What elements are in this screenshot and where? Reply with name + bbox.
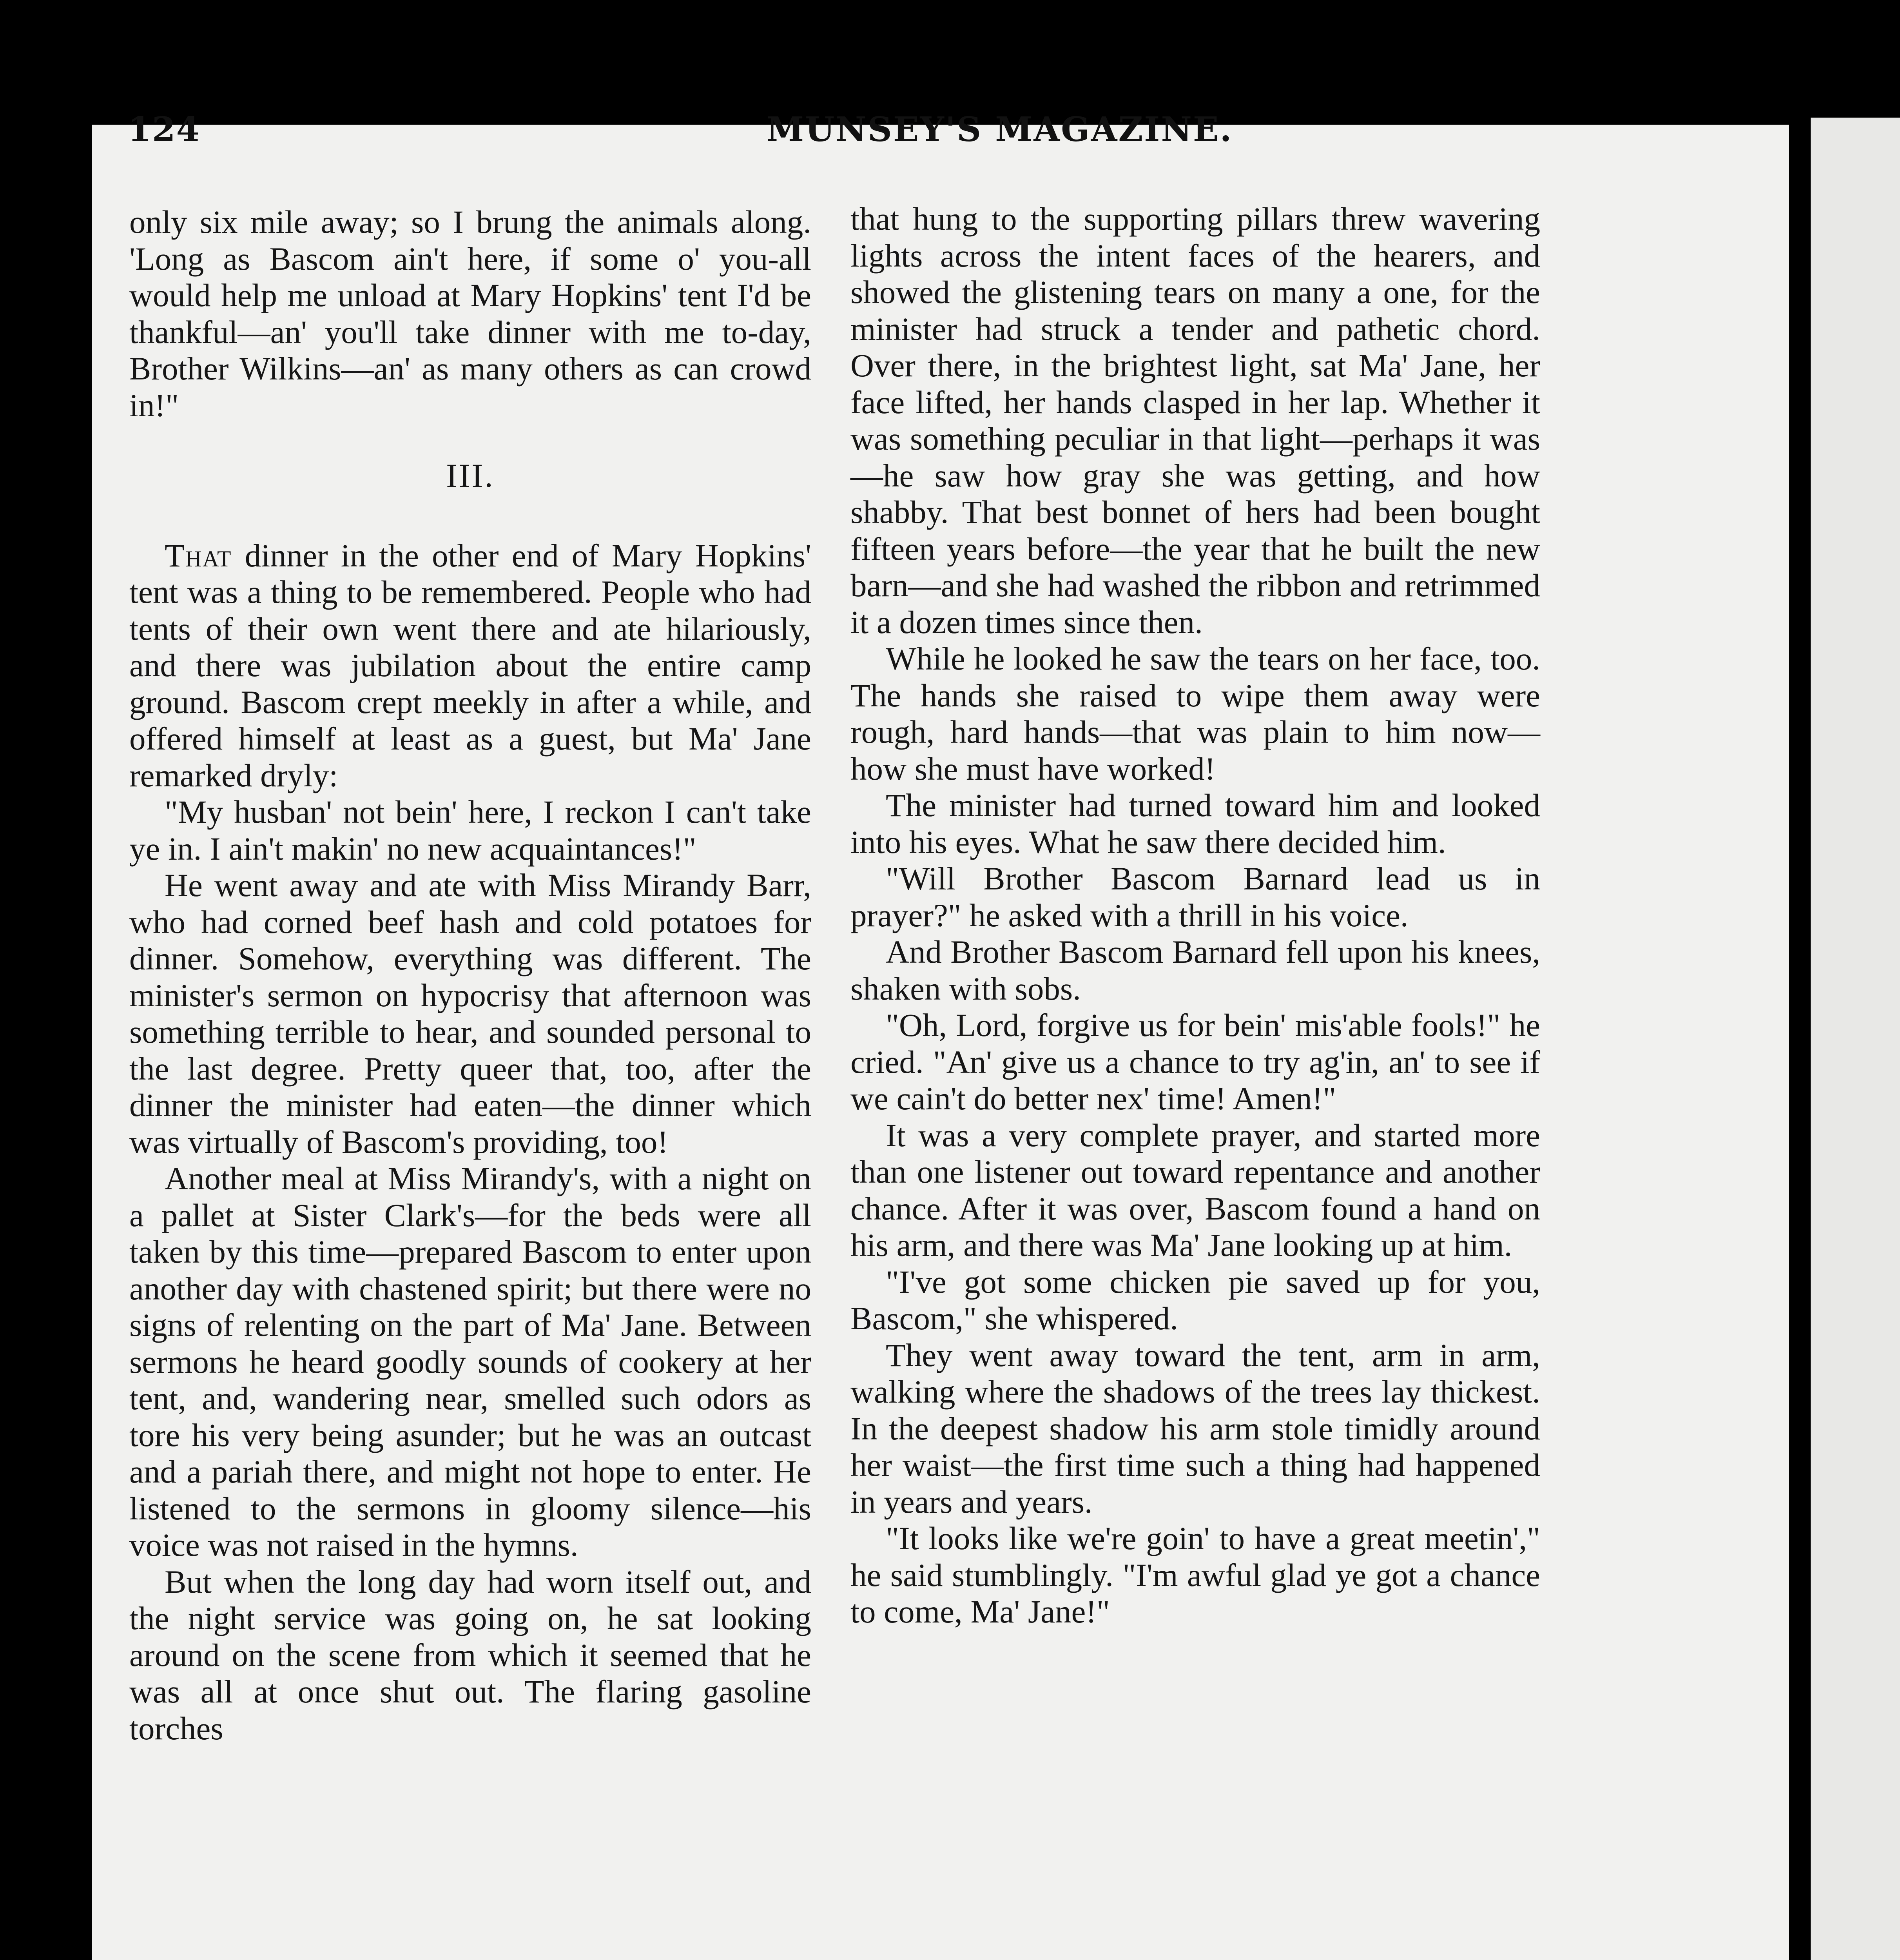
paragraph: "Oh, Lord, forgive us for bein' mis'able fools!" he cried. "An' give us a chance to try ag'in, an' to see if we cain't do better nex' time! Amen!" (850, 1007, 1540, 1116)
binding-shadow (1789, 118, 1811, 1960)
right-column (850, 201, 1540, 1630)
paragraph: Another meal at Miss Mirandy's, with a night on a pallet at Sister Clark's—for the beds were all taken by this time—prepared Bascom to enter upon another day with chastened spirit; but there were no signs of relenting on the part of Ma' Jane. Between sermons he heard goodly sounds of cookery at her tent, and, wandering near, smelled such odors as tore his very being asunder; but he was an outcast and a pariah there, and might not hope to enter. He listened to the sermons in gloomy silence—his voice was not raised in the hymns. (129, 1160, 811, 1563)
page-header (128, 110, 1625, 157)
paragraph: But when the long day had worn itself out, and the night service was going on, he sat looking around on the scene from which it seemed that he was all at once shut out. The flaring gasoline torches (129, 1563, 811, 1746)
next-page-edge (1811, 118, 1900, 1960)
section-heading: III. (446, 457, 495, 494)
magazine-title: MUNSEY'S MAGAZINE. (767, 110, 1233, 149)
paragraph-text: dinner in the other end of Mary Hopkins' tent was a thing to be remembered. People who had tents of their own went there and ate hilariously, and there was jubilation about the entire camp ground. Bascom crept meekly in after a while, and offered himself at least as a guest, but Ma' Jane remarked dryly: (129, 537, 811, 793)
paragraph: "I've got some chicken pie saved up for you, Bascom," she whispered. (850, 1263, 1540, 1336)
paragraph: And Brother Bascom Barnard fell upon his knees, shaken with sobs. (850, 934, 1540, 1007)
paragraph-continued: that hung to the supporting pillars threw wavering lights across the intent faces of the hearers, and showed the glistening tears on many a one, for the minister had struck a tender and pathetic chord. Over there, in the brightest light, sat Ma' Jane, her face lifted, her hands clasped in her lap. Whether it was something peculiar in that light—perhaps it was—he saw how gray she was getting, and how shabby. That best bonnet of hers had been bought fifteen years before—the year that he built the new barn—and she had washed the ribbon and retrimmed it a dozen times since then. (850, 201, 1540, 640)
paragraph: The minister had turned toward him and looked into his eyes. What he saw there decided him. (850, 787, 1540, 860)
paragraph: They went away toward the tent, arm in arm, walking where the shadows of the trees lay thickest. In the deepest shadow his arm stole timidly around her waist—the first time such a thing had happened in years and years. (850, 1337, 1540, 1520)
paragraph-continued: only six mile away; so I brung the animals along. 'Long as Bascom ain't here, if some o' you-all would help me unload at Mary Hopkins' tent I'd be thankful—an' you'll take dinner with me to-day, Brother Wilkins—an' as many others as can crowd in!" (129, 204, 811, 423)
paragraph (129, 537, 811, 794)
paragraph: While he looked he saw the tears on her face, too. The hands she raised to wipe them away were rough, hard hands—that was plain to him now—how she must have worked! (850, 641, 1540, 787)
left-column (129, 204, 811, 1747)
paragraph: It was a very complete prayer, and started more than one listener out toward repentance and another chance. After it was over, Bascom found a hand on his arm, and there was Ma' Jane looking up at him. (850, 1117, 1540, 1263)
paragraph: "It looks like we're goin' to have a great meetin'," he said stumblingly. "I'm awful glad ye got a chance to come, Ma' Jane!" (850, 1520, 1540, 1630)
paragraph: "Will Brother Bascom Barnard lead us in prayer?" he asked with a thrill in his voice. (850, 860, 1540, 933)
page-number: 124 (128, 110, 201, 149)
drop-lead-word: That (165, 537, 232, 573)
paragraph: He went away and ate with Miss Mirandy Barr, who had corned beef hash and cold potatoes for dinner. Somehow, everything was different. The minister's sermon on hypocrisy that afternoon was something terrible to hear, and sounded personal to the last degree. Pretty queer that, too, after the dinner the minister had eaten—the dinner which was virtually of Bascom's providing, too! (129, 867, 811, 1160)
paragraph: "My husban' not bein' here, I reckon I can't take ye in. I ain't makin' no new acquaintances!" (129, 794, 811, 867)
